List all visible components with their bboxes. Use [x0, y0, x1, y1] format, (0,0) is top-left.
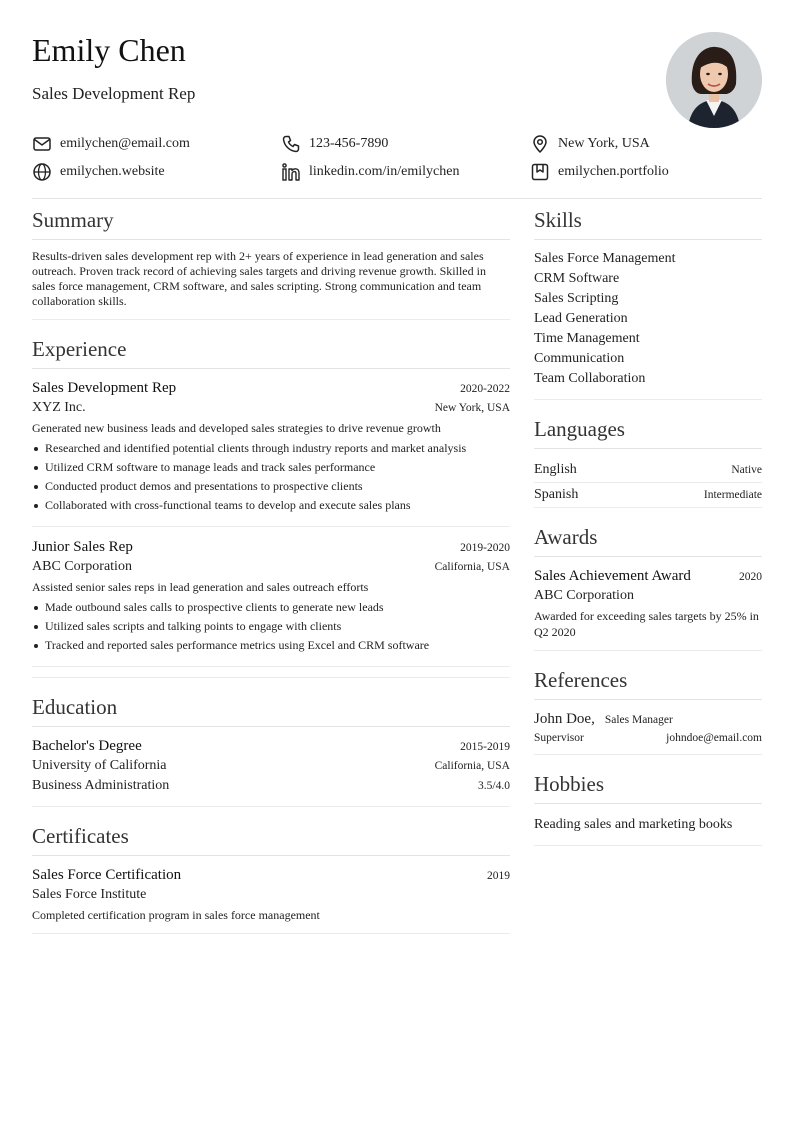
contact-location-text: New York, USA: [558, 136, 650, 151]
references-heading: References: [534, 667, 762, 700]
skill-item: Sales Scripting: [534, 291, 619, 306]
job-bullets: [32, 439, 510, 515]
certificate-year: 2019: [487, 870, 510, 882]
summary-heading: Summary: [32, 207, 510, 240]
contact-portfolio[interactable]: [530, 162, 762, 182]
school-name: University of California: [32, 758, 167, 773]
language-level: Intermediate: [703, 489, 762, 501]
contact-phone[interactable]: [281, 134, 530, 154]
award-description: Awarded for exceeding sales targets by 25% in Q2 2020: [534, 609, 759, 639]
job-bullet: Collaborated with cross-functional teams to develop and execute sales plans: [32, 496, 510, 515]
resume-body: [32, 207, 762, 950]
resume-page: [32, 30, 762, 950]
experience-section: [32, 336, 510, 678]
language-level: Native: [731, 464, 762, 476]
reference-position: Sales Manager: [604, 714, 673, 726]
degree-name: Bachelor's Degree: [32, 738, 142, 754]
certificate-description: Completed certification program in sales force management: [32, 908, 320, 922]
candidate-name: Emily Chen: [32, 32, 186, 68]
summary-text: Results-driven sales development rep with 2+ years of experience in lead generation and sales outreach. Proven track record of achieving sales targets and driving revenue growth. Skilled in sales force management, CRM software, and sales scripting. Strong communication and team collaboration skills.: [32, 249, 486, 308]
certificates-heading: Certificates: [32, 823, 510, 856]
contact-email-text: emilychen@email.com: [60, 136, 190, 151]
left-column: [32, 207, 510, 950]
education-section: [32, 694, 510, 807]
hobby-item: Reading sales and marketing books: [534, 817, 733, 832]
skill-item: Lead Generation: [534, 311, 628, 326]
location-icon: [530, 134, 550, 154]
certificates-section: [32, 823, 510, 934]
skill-item: Team Collaboration: [534, 371, 646, 386]
contact-website[interactable]: [32, 162, 281, 182]
job-dates: 2020-2022: [460, 383, 510, 395]
globe-icon: [32, 162, 52, 182]
profile-photo-illustration: [666, 32, 762, 128]
references-section: [534, 667, 762, 755]
reference-relation: Supervisor: [534, 732, 584, 744]
language-item: [534, 483, 762, 507]
contact-portfolio-text: emilychen.portfolio: [558, 164, 669, 179]
skill-item: Communication: [534, 351, 625, 366]
right-column: [534, 207, 762, 950]
certificate-issuer: Sales Force Institute: [32, 887, 147, 902]
languages-section: [534, 416, 762, 508]
contact-location: [530, 134, 762, 154]
job-description: Generated new business leads and developed sales strategies to drive revenue growth: [32, 421, 441, 435]
job-bullet: Researched and identified potential clients through industry reports and market analysis: [32, 439, 510, 458]
job-dates: 2019-2020: [460, 542, 510, 554]
skill-item: Time Management: [534, 331, 640, 346]
phone-icon: [281, 134, 301, 154]
contact-phone-text: 123-456-7890: [309, 136, 389, 151]
experience-entry: [32, 537, 510, 667]
company-name: XYZ Inc.: [32, 400, 86, 415]
mail-icon: [32, 134, 52, 154]
job-bullet: Utilized sales scripts and talking points to engage with clients: [32, 617, 510, 636]
profile-photo: [666, 32, 762, 128]
language-name: English: [534, 462, 577, 477]
portfolio-icon: [530, 162, 550, 182]
hobbies-section: [534, 771, 762, 846]
reference-header: [534, 709, 762, 730]
job-bullet: Conducted product demos and presentations to prospective clients: [32, 477, 510, 496]
job-title: Sales Development Rep: [32, 380, 177, 396]
awards-heading: Awards: [534, 524, 762, 557]
reference-name: John Doe,: [534, 711, 595, 727]
gpa: 3.5/4.0: [478, 780, 510, 792]
award-name: Sales Achievement Award: [534, 568, 691, 584]
job-bullet: Made outbound sales calls to prospective clients to generate new leads: [32, 598, 510, 617]
skill-item: Sales Force Management: [534, 251, 676, 266]
certificate-name: Sales Force Certification: [32, 867, 182, 883]
linkedin-icon: [281, 162, 301, 182]
reference-email[interactable]: johndoe@email.com: [666, 732, 762, 744]
company-name: ABC Corporation: [32, 559, 132, 574]
job-bullets: [32, 598, 510, 655]
job-bullet: Utilized CRM software to manage leads and track sales performance: [32, 458, 510, 477]
languages-heading: Languages: [534, 416, 762, 449]
award-org: ABC Corporation: [534, 588, 634, 603]
education-dates: 2015-2019: [460, 741, 510, 753]
skills-section: [534, 207, 762, 400]
hobbies-heading: Hobbies: [534, 771, 762, 804]
skills-heading: Skills: [534, 207, 762, 240]
awards-section: [534, 524, 762, 651]
contact-list: [32, 134, 762, 182]
summary-section: [32, 207, 510, 320]
language-name: Spanish: [534, 487, 579, 502]
candidate-title: Sales Development Rep: [32, 84, 196, 103]
job-description: Assisted senior sales reps in lead generation and sales outreach efforts: [32, 580, 369, 594]
field-of-study: Business Administration: [32, 778, 170, 793]
contact-linkedin[interactable]: [281, 162, 530, 182]
header-divider: [32, 198, 762, 199]
job-location: New York, USA: [434, 402, 510, 414]
contact-email[interactable]: [32, 134, 281, 154]
experience-entry: [32, 378, 510, 527]
job-title: Junior Sales Rep: [32, 539, 133, 555]
contact-website-text: emilychen.website: [60, 164, 165, 179]
award-year: 2020: [739, 571, 762, 583]
contact-linkedin-text: linkedin.com/in/emilychen: [309, 164, 460, 179]
job-location: California, USA: [434, 561, 510, 573]
job-bullet: Tracked and reported sales performance metrics using Excel and CRM software: [32, 636, 510, 655]
resume-header: [32, 30, 762, 130]
skill-item: CRM Software: [534, 271, 620, 286]
language-item: [534, 458, 762, 483]
experience-heading: Experience: [32, 336, 510, 369]
school-location: California, USA: [434, 760, 510, 772]
education-heading: Education: [32, 694, 510, 727]
